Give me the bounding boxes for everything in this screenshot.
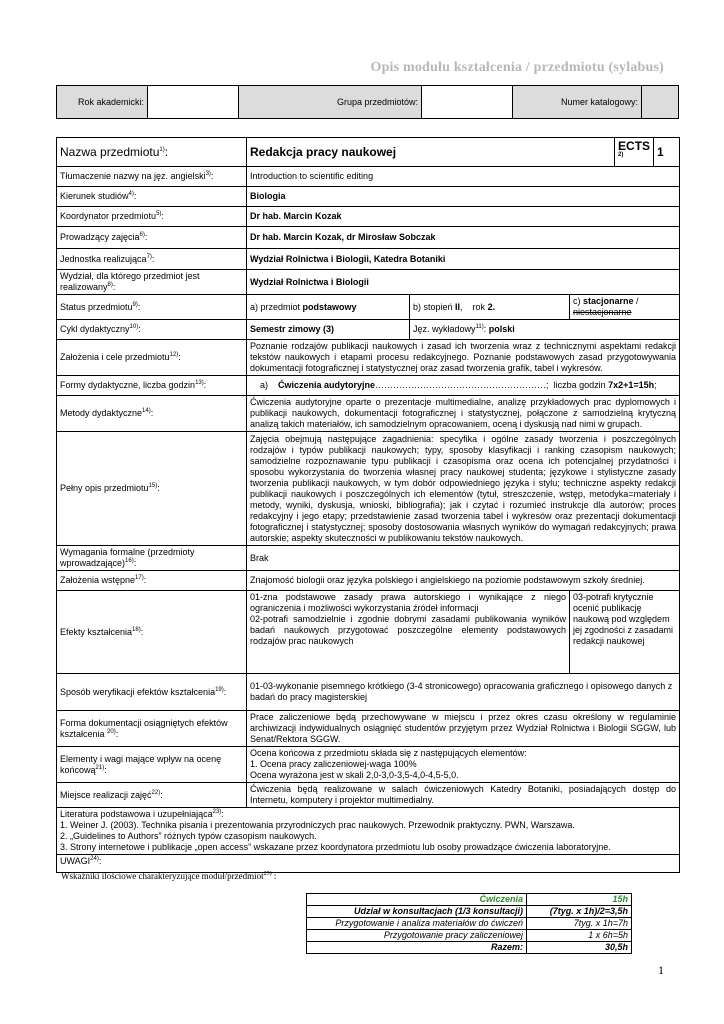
course-group-field[interactable] [422, 86, 513, 119]
verification-label: Sposób weryfikacji efektów kształcenia$^{19)}$: [57, 674, 247, 711]
workload-value: (7tyg. x 1h)/2=3,5h [527, 906, 632, 918]
workload-row [307, 894, 632, 906]
ects-value: 1 [654, 138, 680, 167]
faculty-value: Wydział Rolnictwa i Biologii [247, 270, 680, 295]
place-value: Ćwiczenia będą realizowane w salach ćwiczeniowych Katedry Botaniki, posiadających dostęp do Internetu, komputery i projektor multimedialny. [247, 783, 680, 808]
unit-label: Jednostka realizująca$^{7)}$: [57, 249, 247, 270]
course-name-label: Nazwa przedmiotu$^{1)}$: [57, 138, 247, 167]
academic-year-label: Rok akademicki: [57, 86, 148, 119]
cycle-label: Cykl dydaktyczny$^{10)}$: [57, 320, 247, 340]
catalog-number-field[interactable] [642, 86, 679, 119]
place-label: Miejsce realizacji zajęć$^{22)}$: [57, 783, 247, 808]
language-cell: Jęz. wykładowy$^{11)}$: polski [410, 320, 680, 340]
coordinator-value: Dr hab. Marcin Kozak [247, 207, 680, 227]
workload-value: 30,5h [527, 942, 632, 954]
page-number: 1 [658, 963, 664, 977]
workload-row [307, 918, 632, 930]
grading-label: Elementy i wagi mające wpływ na ocenę końcową$^{21)}$: [57, 747, 247, 783]
workload-label: Ćwiczenia [307, 894, 527, 906]
header-info-table [56, 85, 679, 119]
english-name-label: Tłumaczenie nazwy na jęz. angielski$^{3)}$: [57, 167, 247, 187]
workload-row [307, 906, 632, 918]
goals-label: Założenia i cele przedmiotu$^{12)}$: [57, 340, 247, 376]
methods-label: Metody dydaktyczne$^{14)}$: [57, 396, 247, 432]
workload-value: 7tyg. x 1h=7h [527, 918, 632, 930]
document-title: Opis modułu kształcenia / przedmiotu (sylabus) [370, 60, 664, 75]
workload-value: 15h [527, 894, 632, 906]
literature-cell: Literatura podstawowa i uzupełniająca$^{23)}$: 1. Weiner J. (2003). Technika pisania i prezentowania przyrodniczych prac naukowych. Przewodnik praktyczny. PWN, Warszawa. 2. „Guidelines to Authors” różnych typów czasopism naukowych. 3. Strony internetowe i publikacje „open access” wskazane przez koordynatora przedmiotu lub osoby prowadzące ćwiczenia laboratoryjne. [57, 808, 680, 855]
workload-row [307, 930, 632, 942]
grading-value: Ocena końcowa z przedmiotu składa się z następujących elementów: 1. Ocena pracy zaliczeniowej-waga 100% Ocena wyrażona jest w skali 2,0-3,0-3,5-4,0-4,5-5,0. [247, 747, 680, 783]
documentation-value: Prace zaliczeniowe będą przechowywane w miejscu i przez okres czasu określony w regulaminie archiwizacji indywidualnych osiągnięć studentów przyjętym przez Wydział Rolnictwa i Biologii SGGW, lub Senat/Rektora SGGW. [247, 711, 680, 747]
status-label: Status przedmiotu$^{9)}$: [57, 295, 247, 320]
syllabus-table [56, 137, 680, 873]
workload-label: Razem: [307, 942, 527, 954]
coordinator-label: Koordynator przedmiotu$^{5)}$: [57, 207, 247, 227]
ects-label: ECTS $^{2)}$ [615, 138, 654, 167]
prerequisites-value: Znajomość biologii oraz języka polskiego i angielskiego na poziomie podstawowym szkoły średniej. [247, 571, 680, 591]
lecturers-value: Dr hab. Marcin Kozak, dr Mirosław Sobczak [247, 227, 680, 249]
learning-outcomes-label: Efekty kształcenia$^{18)}$: [57, 591, 247, 674]
goals-value: Poznanie rodzajów publikacji naukowych i zasad ich tworzenia wraz z technicznymi aspektami redakcji tekstów naukowych i etapami procesu redakcyjnego. Poznanie podstawowych zasad przygotowywania dokumentacji fotograficznej i statystycznej oraz zasad tworzenia grafik, tabel i wykresów. [247, 340, 680, 376]
workload-value: 1 x 6h=5h [527, 930, 632, 942]
unit-value: Wydział Rolnictwa i Biologii, Katedra Botaniki [247, 249, 680, 270]
full-description-label: Pełny opis przedmiotu$^{15)}$: [57, 432, 247, 546]
indicators-caption: Wskaźniki ilościowe charakteryzujące moduł/przedmiot$^{25)}$ : [61, 871, 277, 881]
workload-label: Przygotowanie i analiza materiałów do ćwiczeń [307, 918, 527, 930]
workload-label: Przygotowanie pracy zaliczeniowej [307, 930, 527, 942]
direction-label: Kierunek studiów$^{4)}$: [57, 187, 247, 207]
course-name-value: Redakcja pracy naukowej [247, 138, 615, 167]
verification-value: 01-03-wykonanie pisemnego krótkiego (3-4 stronicowego) opracowania graficznego i opisowego danych z badań do pracy magisterskiej [247, 674, 680, 711]
cycle-value: Semestr zimowy (3) [247, 320, 410, 340]
methods-value: Ćwiczenia audytoryjne oparte o prezentacje multimedialne, analizę przykładowych prac dyplomowych i publikacji naukowych, dokumentacji fotograficznej i statystycznej, połączone z samodzielną krytyczną analizą takich materiałów, ich samodzielnym opracowaniem, oceną i dyskusją nad nimi w grupach. [247, 396, 680, 432]
learning-outcomes-left: 01-zna podstawowe zasady prawa autorskiego i wynikające z niego ograniczenia i możliwości wykorzystania źródeł informacji 02-potrafi samodzielnie i zgodnie dobrymi zasadami publikowania wyników badań naukowych przygotować poszczególne elementy podstawowych rodzajów prac naukowych [247, 591, 570, 674]
notes-cell: UWAGI$^{24)}$: [57, 855, 680, 873]
learning-outcomes-right: 03-potrafi krytycznie ocenić publikację naukową pod względem jej zgodności z zasadami redakcji naukowej [570, 591, 680, 674]
forms-value: a) Ćwiczenia audytoryjne…………………………………………………; liczba godzin 7x2+1=15h; [247, 376, 680, 396]
requirements-value: Brak [247, 546, 680, 571]
status-mode: c) stacjonarne / niestacjonarne [570, 295, 680, 320]
full-description-value: Zajęcia obejmują następujące zagadnienia: specyfika i ogólne zasady tworzenia i poszczególnych rodzajów i typów publikacji naukowych; typy, sposoby klasyfikacji i ranking czasopism naukowych; samodzielne rozpoznawanie typu publikacji i czasopisma oraz ocena ich potencjalnej przydatności i sposobu wykorzystania do tworzenia własnej pracy naukowej studenta; językowe i stylistyczne zasady tworzenia publikacji naukowych, w tym dobór odpowiedniego języka i stylu; techniczne aspekty redakcji publikacji naukowych i poszczególnych ich elementów (tytuł, streszczenie, wstęp, metodyka=materiały i metody, wyniki, dyskusja, wnioski, bibliografia); jak i czytać i rozumieć instrukcje dla autorów; proces redakcyjny i jego etapy; przedstawienie zasad tworzenia tabel i wykresów oraz prezentacji dokumentacji fotograficznej i statystycznej; sposoby dostosowania własnych wyników do wymagań redakcyjnych; prawa autorskie; aspekty skuteczności w publikowaniu tekstów naukowych. [247, 432, 680, 546]
faculty-label: Wydział, dla którego przedmiot jest realizowany$^{8)}$: [57, 270, 247, 295]
catalog-number-label: Numer katalogowy: [513, 86, 642, 119]
direction-value: Biologia [247, 187, 680, 207]
workload-table [306, 893, 632, 954]
workload-row [307, 942, 632, 954]
documentation-label: Forma dokumentacji osiągniętych efektów kształcenia $^{20)}$: [57, 711, 247, 747]
prerequisites-label: Założenia wstępne$^{17)}$: [57, 571, 247, 591]
course-group-label: Grupa przedmiotów: [239, 86, 422, 119]
requirements-label: Wymagania formalne (przedmioty wprowadzające)$^{16)}$: [57, 546, 247, 571]
literature-list: 1. Weiner J. (2003). Technika pisania i prezentowania przyrodniczych prac naukowych. Przewodnik praktyczny. PWN, Warszawa. 2. „Guidelines to Authors” różnych typów czasopism naukowych. 3. Strony internetowe i publikacje „open access” wskazane przez koordynatora przedmiotu lub osoby prowadzące ćwiczenia laboratoryjne. [60, 820, 611, 852]
forms-label: Formy dydaktyczne, liczba godzin$^{13)}$: [57, 376, 247, 396]
status-level: b) stopień II, rok 2. [410, 295, 570, 320]
english-name-value: Introduction to scientific editing [247, 167, 680, 187]
workload-label: Udział w konsultacjach (1/3 konsultacji) [307, 906, 527, 918]
lecturers-label: Prowadzący zajęcia$^{6)}$: [57, 227, 247, 249]
status-type: a) przedmiot podstawowy [247, 295, 410, 320]
academic-year-field[interactable] [148, 86, 239, 119]
